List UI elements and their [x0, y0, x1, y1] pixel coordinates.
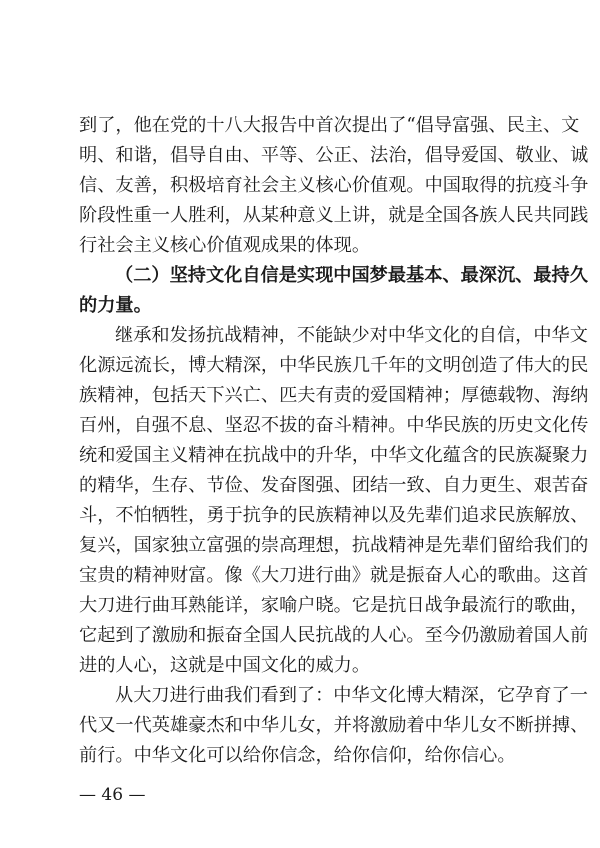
text-line: 统和爱国主义精神在抗战中的升华，中华文化蕴含的民族凝聚力	[79, 445, 589, 466]
text-line: 族精神，包括天下兴亡、匹夫有责的爱国精神；厚德载物、海纳	[79, 385, 589, 406]
text-line: 行社会主义核心价值观成果的体现。	[79, 235, 371, 256]
text-line: 大刀进行曲耳熟能详，家喻户晓。它是抗日战争最流行的歌曲，	[79, 595, 589, 616]
text-line: 宝贵的精神财富。像《大刀进行曲》就是振奋人心的歌曲。这首	[79, 565, 589, 586]
text-line: 前行。中华文化可以给你信念，给你信仰，给你信心。	[79, 745, 516, 766]
text-line: 斗，不怕牺牲，勇于抗争的民族精神以及先辈们追求民族解放、	[79, 505, 589, 526]
text-line: 复兴，国家独立富强的崇高理想，抗战精神是先辈们留给我们的	[79, 535, 589, 556]
text-line: 代又一代英雄豪杰和中华儿女，并将激励着中华儿女不断拼搏、	[79, 715, 589, 736]
text-line: 继承和发扬抗战精神，不能缺少对中华文化的自信，中华文	[115, 325, 588, 346]
text-line: 的精华，生存、节俭、发奋图强、团结一致、自力更生、艰苦奋	[79, 475, 589, 496]
text-line: 百州，自强不息、坚忍不拔的奋斗精神。中华民族的历史文化传	[79, 415, 589, 436]
section-heading: （二）坚持文化自信是实现中国梦最基本、最深沉、最持久	[115, 265, 588, 286]
text-line: 阶段性重一人胜利，从某种意义上讲，就是全国各族人民共同践	[79, 205, 589, 226]
text-line: 从大刀进行曲我们看到了：中华文化博大精深，它孕育了一	[115, 685, 588, 706]
text-line: 进的人心，这就是中国文化的威力。	[79, 655, 371, 676]
text-line: 到了，他在党的十八大报告中首次提出了“倡导富强、民主、文	[79, 115, 580, 136]
text-line: 它起到了激励和振奋全国人民抗战的人心。至今仍激励着国人前	[79, 625, 589, 646]
section-heading: 的力量。	[79, 295, 152, 316]
text-line: 化源远流长，博大精深，中华民族几千年的文明创造了伟大的民	[79, 355, 589, 376]
text-line: 信、友善，积极培育社会主义核心价值观。中国取得的抗疫斗争	[79, 175, 589, 196]
text-line: 明、和谐，倡导自由、平等、公正、法治，倡导爱国、敬业、诚	[79, 145, 589, 166]
page-number: — 46 —	[79, 785, 146, 805]
